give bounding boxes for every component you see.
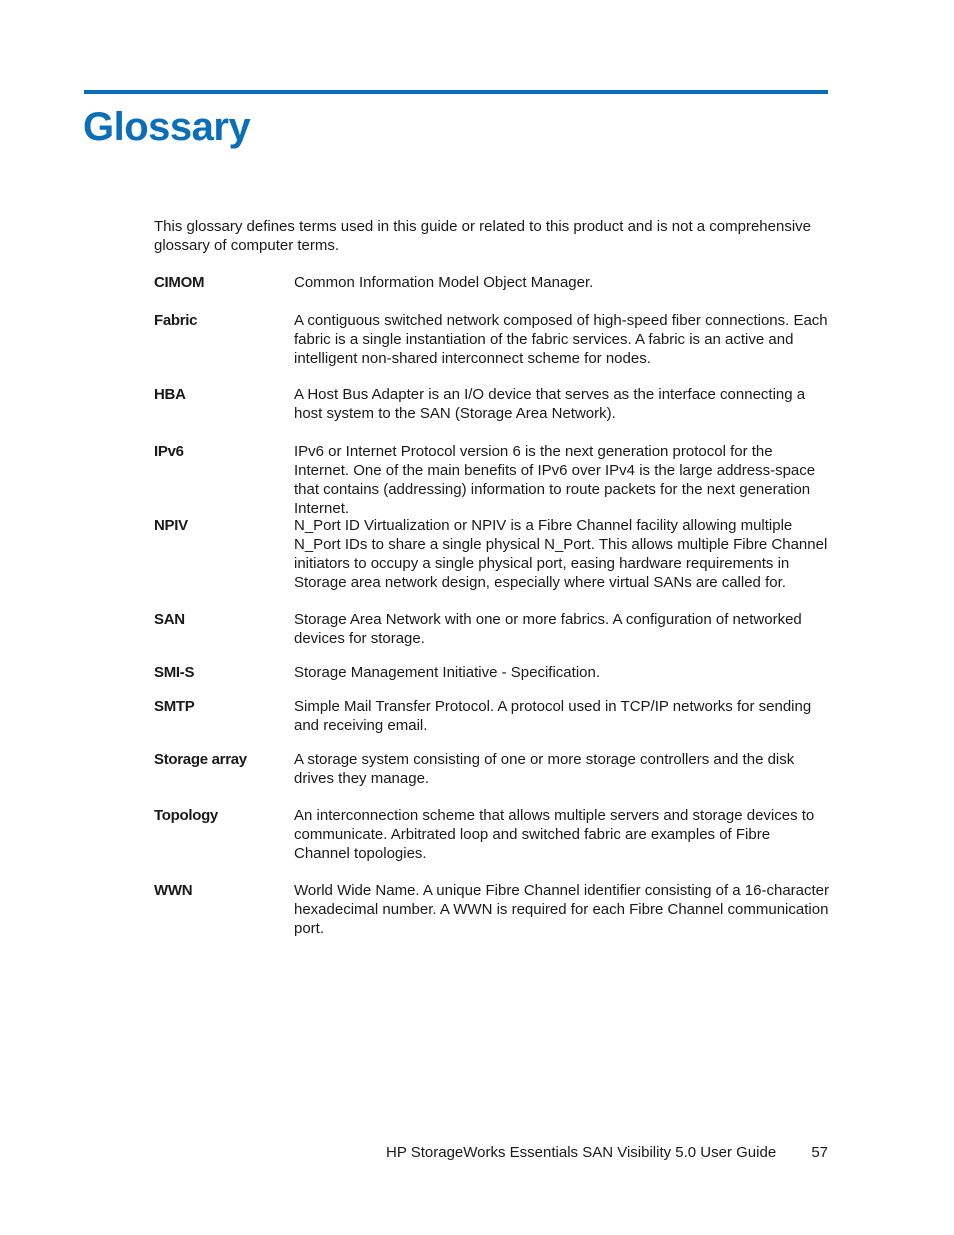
glossary-entry-wwn: [154, 881, 830, 938]
glossary-entry-ipv6: [154, 442, 830, 518]
glossary-definition: A contiguous switched network composed of high-speed fiber connections. Each fabric is a single instantiation of the fabric services. A fabric is an active and intelligent non-shared interconnect scheme for nodes.: [294, 312, 828, 367]
glossary-term: CIMOM: [154, 274, 205, 291]
glossary-entry-hba: [154, 385, 830, 423]
glossary-term: HBA: [154, 386, 186, 403]
glossary-term: IPv6: [154, 443, 184, 460]
glossary-entry-san: [154, 610, 830, 648]
glossary-definition: A storage system consisting of one or more storage controllers and the disk drives they manage.: [294, 751, 795, 787]
glossary-entry-smtp: [154, 697, 830, 735]
title-rule: [84, 90, 828, 94]
glossary-definition: N_Port ID Virtualization or NPIV is a Fibre Channel facility allowing multiple N_Port IDs to share a single physical N_Port. This allows multiple Fibre Channel initiators to occupy a single physical port, easing hardware requirements in Storage area network design, especially where virtual SANs are called for.: [294, 517, 828, 591]
glossary-definition: A Host Bus Adapter is an I/O device that serves as the interface connecting a host system to the SAN (Storage Area Network).: [294, 386, 806, 422]
glossary-term: SAN: [154, 611, 185, 628]
glossary-entry-npiv: [154, 516, 830, 592]
glossary-definition: Simple Mail Transfer Protocol. A protocol used in TCP/IP networks for sending and receiving email.: [294, 698, 812, 734]
glossary-term: Fabric: [154, 312, 198, 329]
glossary-term: SMI-S: [154, 664, 195, 681]
glossary-term: Topology: [154, 807, 218, 824]
page-title: Glossary: [83, 105, 251, 149]
glossary-entry-cimom: [154, 273, 830, 292]
glossary-definition: Storage Area Network with one or more fabrics. A configuration of networked devices for storage.: [294, 611, 802, 647]
glossary-term: WWN: [154, 882, 193, 899]
glossary-definition: Storage Management Initiative - Specification.: [294, 664, 600, 681]
glossary-definition: IPv6 or Internet Protocol version 6 is the next generation protocol for the Internet. One of the main benefits of IPv6 over IPv4 is the large address-space that contains (addressing) information to route packets for the next generation Internet.: [294, 443, 816, 517]
glossary-entry-storage-array: [154, 750, 830, 788]
glossary-definition: An interconnection scheme that allows multiple servers and storage devices to communicate. Arbitrated loop and switched fabric are examples of Fibre Channel topologies.: [294, 807, 815, 862]
glossary-term: NPIV: [154, 517, 188, 534]
glossary-entry-fabric: [154, 311, 830, 368]
page-number: 57: [811, 1144, 828, 1161]
glossary-entry-smi-s: [154, 663, 830, 682]
glossary-definition: World Wide Name. A unique Fibre Channel identifier consisting of a 16-character hexadecimal number. A WWN is required for each Fibre Channel communication port.: [294, 882, 829, 937]
footer-title: HP StorageWorks Essentials SAN Visibility 5.0 User Guide: [386, 1144, 777, 1161]
intro-paragraph: This glossary defines terms used in this guide or related to this product and is not a comprehensive glossary of computer terms.: [154, 218, 812, 254]
glossary-entry-topology: [154, 806, 830, 863]
glossary-term: Storage array: [154, 751, 247, 768]
glossary-term: SMTP: [154, 698, 195, 715]
glossary-definition: Common Information Model Object Manager.: [294, 274, 594, 291]
